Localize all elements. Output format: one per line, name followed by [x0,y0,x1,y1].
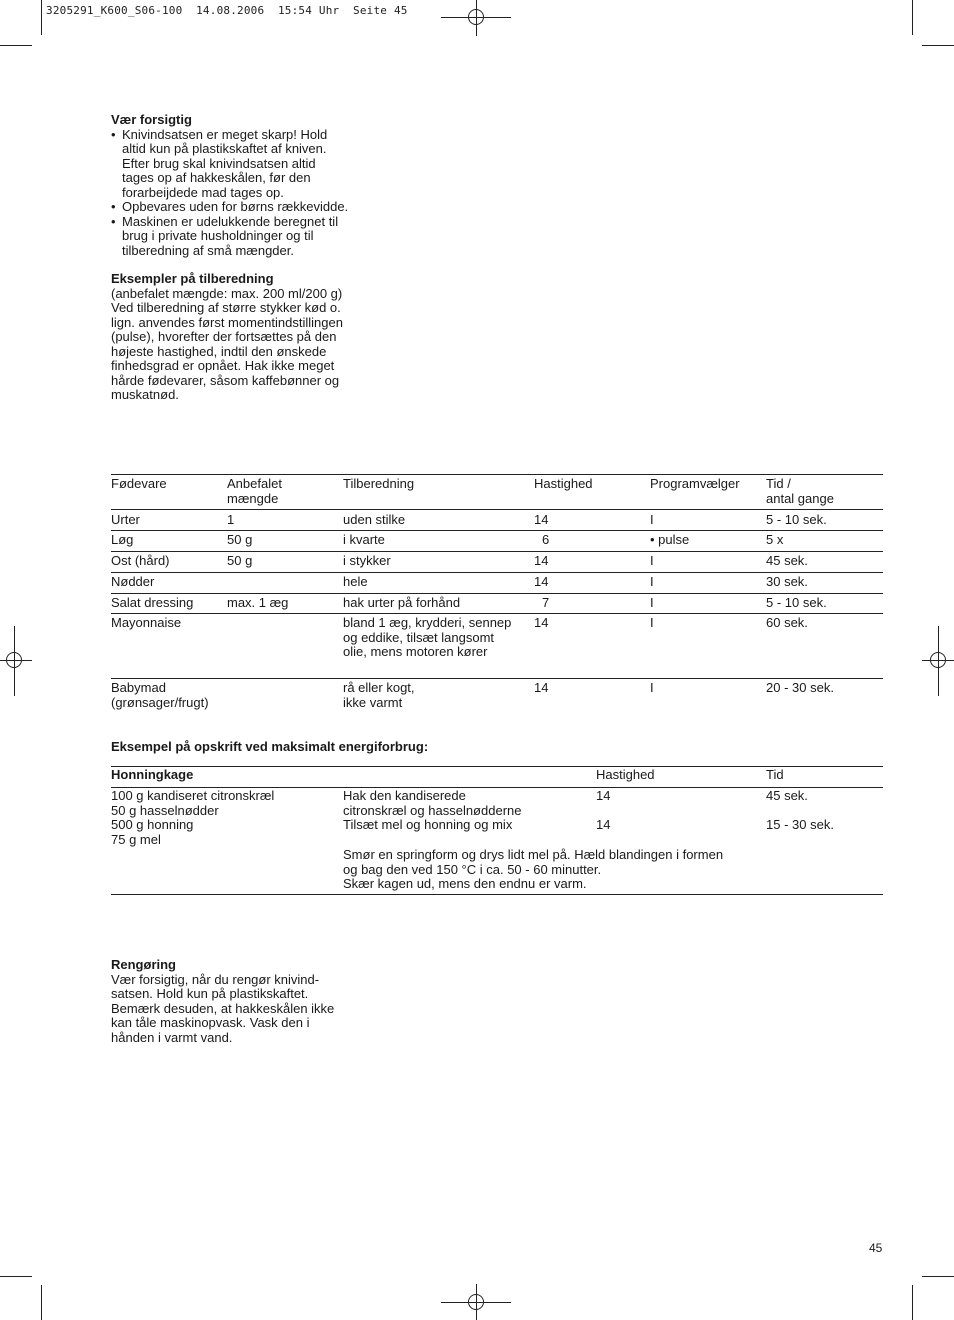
table-cell: hele [343,574,368,589]
table-cell: 14 [534,615,549,630]
cleaning-section [111,958,371,1045]
table-cell: 20 - 30 sek. [766,680,834,695]
table-cell: 50 g [227,532,253,547]
examples-title: Eksempler på tilberedning [111,271,274,286]
warning-title: Vær forsigtig [111,112,192,127]
warning-item: • Opbevares uden for børns rækkevidde. [111,200,371,215]
recipe-header: Tid [766,767,784,782]
print-header: 3205291_K600_S06-100 14.08.2006 15:54 Uhr Seite 45 [46,4,408,17]
table-cell: I [650,595,654,610]
table-cell: Babymad (grønsager/frugt) [111,680,209,710]
table-cell: 1 [227,512,235,527]
table-cell: Løg [111,532,134,547]
warning-section [111,113,371,258]
cleaning-title: Rengøring [111,957,176,972]
recipe-title: Eksempel på opskrift ved maksimalt energiforbrug: [111,739,429,754]
table-header: Anbefalet mængde [227,476,282,506]
warning-list [111,128,371,259]
table-cell: Ost (hård) [111,553,170,568]
recipe-header: Hastighed [596,767,655,782]
recipe-cell: Hak den kandiserede citronskræl og hasselnødderne [343,788,522,818]
table-cell: I [650,615,654,630]
recipe-cell: 45 sek. [766,788,808,803]
recipe-cell: 100 g kandiseret citronskræl 50 g hasselnødder [111,788,275,818]
table-cell: max. 1 æg [227,595,289,610]
table-cell: 30 sek. [766,574,808,589]
table-header: Hastighed [534,476,593,491]
table-cell: 60 sek. [766,615,808,630]
table-cell: i kvarte [343,532,385,547]
table-cell: 5 x [766,532,784,547]
recipe-cell: 15 - 30 sek. [766,817,834,832]
warning-item: • Knivindsatsen er meget skarp! Hold altid kun på plastikskaftet af kniven. Efter brug skal knivindsatsen altid tages op af hakkeskålen, før den forarbeijdede mad tages op. [111,128,371,201]
table-cell: hak urter på forhånd [343,595,461,610]
recipe-cell: 500 g honning 75 g mel [111,817,194,847]
table-cell: I [650,680,654,695]
table-header: Programvælger [650,476,740,491]
table-cell: I [650,512,654,527]
warning-item: • Maskinen er udelukkende beregnet til brug i private husholdninger og til tilberedning af små mængder. [111,215,371,259]
table-cell: 6 [542,532,550,547]
table-cell: Salat dressing [111,595,194,610]
table-cell: I [650,574,654,589]
table-header: Fødevare [111,476,167,491]
table-header: Tilberedning [343,476,415,491]
table-cell: 7 [542,595,550,610]
recipe-header: Honningkage [111,767,194,782]
recipe-cell: 14 [596,817,611,832]
table-cell: • pulse [650,532,690,547]
table-cell: 5 - 10 sek. [766,595,827,610]
table-cell: 14 [534,512,549,527]
table-cell: uden stilke [343,512,406,527]
table-cell: 14 [534,553,549,568]
recipe-cell: Tilsæt mel og honning og mix [343,817,513,832]
table-cell: 14 [534,680,549,695]
table-cell: Mayonnaise [111,615,182,630]
table-cell: Urter [111,512,140,527]
table-cell: i stykker [343,553,391,568]
examples-section [111,272,371,403]
table-cell: 14 [534,574,549,589]
table-cell: bland 1 æg, krydderi, sennep og eddike, tilsæt langsomt olie, mens motoren kører [343,615,512,659]
table-cell: 50 g [227,553,253,568]
table-cell: 45 sek. [766,553,808,568]
page-number: 45 [869,1241,883,1255]
recipe-cell: 14 [596,788,611,803]
table-cell: I [650,553,654,568]
table-cell: 5 - 10 sek. [766,512,827,527]
table-cell: rå eller kogt, ikke varmt [343,680,415,710]
cleaning-text: Vær forsigtig, når du rengør knivind- satsen. Hold kun på plastikskaftet. Bemærk desuden, at hakkeskålen ikke kan tåle maskinopvask. Vask den i hånden i varmt vand. [111,971,335,1045]
recipe-note: Smør en springform og drys lidt mel på. Hæld blandingen i formen og bag den ved 150 °C i ca. 50 - 60 minutter. Skær kagen ud, mens den endnu er varm. [343,847,724,891]
table-header: Tid / antal gange [766,476,834,506]
examples-text: (anbefalet mængde: max. 200 ml/200 g) Ved tilberedning af større stykker kød o. lign. anvendes først momentindstillingen (pulse), hvorefter der fortsættes på den højeste hastighed, indtil den ønskede finhedsgrad er opnået. Hak ikke meget hårde fødevarer, såsom kaffebønner og muskatnød. [111,285,343,402]
table-cell: Nødder [111,574,155,589]
